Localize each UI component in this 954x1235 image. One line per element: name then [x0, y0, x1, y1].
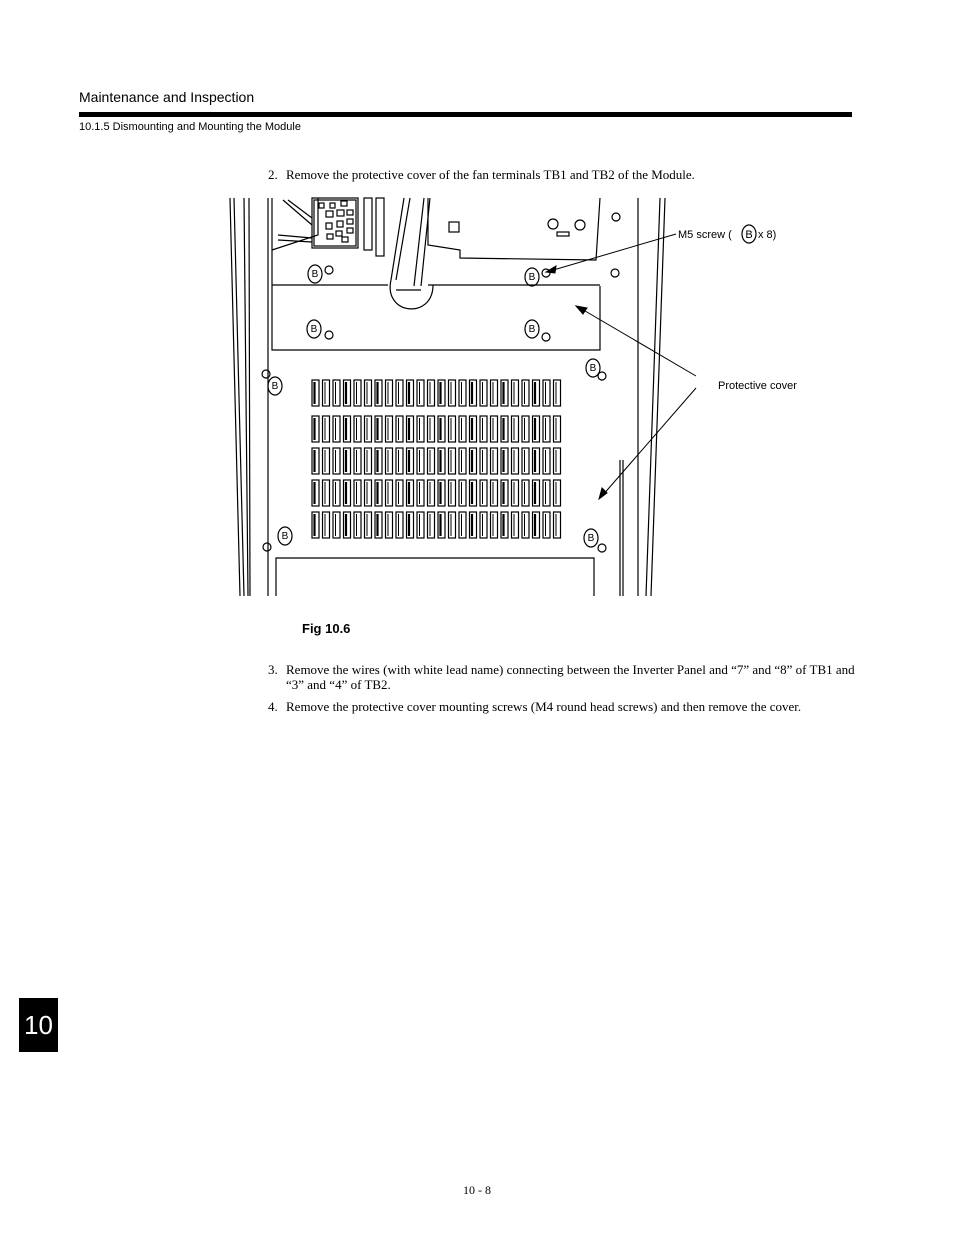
- louver-slot: [554, 380, 561, 406]
- louver-slot: [480, 512, 487, 538]
- louver-slot: [323, 380, 330, 406]
- louver-slot: [354, 480, 361, 506]
- marker-b: B: [281, 531, 289, 542]
- marker-b: B: [311, 269, 319, 280]
- step-3: [268, 662, 858, 692]
- step-number: 2.: [268, 167, 278, 182]
- louver-slot: [365, 380, 372, 406]
- louver-slot: [554, 480, 561, 506]
- louver-slot: [480, 480, 487, 506]
- louver-slot: [512, 448, 519, 474]
- screw-icon: [542, 333, 550, 341]
- louver-slot: [323, 448, 330, 474]
- louver-slot: [333, 380, 340, 406]
- louver-slot: [449, 380, 456, 406]
- louver-slot: [522, 480, 529, 506]
- louver-slot: [522, 416, 529, 442]
- louver-slot: [333, 512, 340, 538]
- louver-slot: [459, 416, 466, 442]
- step-number: 3.: [268, 662, 278, 677]
- step-text: Remove the protective cover of the fan terminals TB1 and TB2 of the Module.: [286, 167, 695, 182]
- marker-b: B: [271, 381, 279, 392]
- louver-slot: [543, 380, 550, 406]
- louver-slot: [480, 380, 487, 406]
- louver-slot: [354, 380, 361, 406]
- louver-slot: [512, 480, 519, 506]
- louver-slot: [417, 512, 424, 538]
- louver-slot: [459, 480, 466, 506]
- louver-slot: [365, 416, 372, 442]
- louver-slot: [386, 480, 393, 506]
- screw-icon: [325, 331, 333, 339]
- chapter-tab: 10: [19, 998, 58, 1052]
- louver-slot: [396, 380, 403, 406]
- louver-slot: [386, 512, 393, 538]
- louver-slot: [428, 480, 435, 506]
- step-4: [268, 699, 858, 714]
- marker-b: B: [589, 363, 597, 374]
- screw-icon: [598, 544, 606, 552]
- louver-slot: [417, 416, 424, 442]
- louver-slot: [449, 416, 456, 442]
- louver-slot: [512, 380, 519, 406]
- louver-slot: [354, 448, 361, 474]
- louver-slot: [428, 380, 435, 406]
- louver-slot: [333, 416, 340, 442]
- louver-slot: [386, 448, 393, 474]
- louver-slot: [323, 480, 330, 506]
- screw-label: M5 screw (: [678, 229, 732, 241]
- louver-slot: [386, 380, 393, 406]
- louver-slot: [333, 480, 340, 506]
- step-2: [268, 167, 858, 182]
- cover-label: Protective cover: [718, 380, 797, 392]
- page-number: 10 - 8: [463, 1183, 491, 1197]
- louver-slot: [480, 416, 487, 442]
- louver-slot: [428, 448, 435, 474]
- louver-slot: [491, 380, 498, 406]
- louver-slot: [543, 480, 550, 506]
- louver-slot: [480, 448, 487, 474]
- louver-slot: [354, 512, 361, 538]
- louver-slot: [543, 448, 550, 474]
- louver-slot: [428, 512, 435, 538]
- screw-icon: [262, 370, 270, 378]
- louver-slot: [396, 512, 403, 538]
- marker-b: B: [310, 324, 318, 335]
- louver-slot: [365, 480, 372, 506]
- marker-b: B: [528, 272, 536, 283]
- louver-slot: [365, 512, 372, 538]
- marker-b: B: [528, 324, 536, 335]
- louver-slot: [522, 380, 529, 406]
- louver-slot: [459, 512, 466, 538]
- louver-slot: [543, 416, 550, 442]
- lower-plate: [276, 558, 594, 596]
- louver-slot: [554, 512, 561, 538]
- louver-slot: [554, 448, 561, 474]
- louver-slot: [491, 416, 498, 442]
- louver-slot: [323, 512, 330, 538]
- header-rule: [79, 112, 852, 117]
- screw-label-count: x 8): [758, 229, 777, 241]
- louver-slot: [449, 448, 456, 474]
- louver-slot: [365, 448, 372, 474]
- louver-slot: [354, 416, 361, 442]
- step-text: Remove the protective cover mounting screws (M4 round head screws) and then remove the cover.: [286, 699, 802, 714]
- louver-slot: [428, 416, 435, 442]
- louver-slot: [417, 448, 424, 474]
- section-title: Maintenance and Inspection: [79, 89, 255, 105]
- louver-slot: [449, 480, 456, 506]
- screw-icon: [612, 213, 620, 221]
- module-diagram: [228, 190, 828, 605]
- louver-slot: [491, 448, 498, 474]
- louver-slot: [396, 448, 403, 474]
- louver-slot: [491, 512, 498, 538]
- louver-slot: [554, 416, 561, 442]
- screw-icon: [611, 269, 619, 277]
- marker-b: B: [587, 533, 595, 544]
- louver-slot: [512, 512, 519, 538]
- louver-slot: [543, 512, 550, 538]
- screw-label-symbol: B: [745, 229, 753, 241]
- step-number: 4.: [268, 699, 278, 714]
- ventilation-louvers: [312, 380, 561, 538]
- louver-slot: [512, 416, 519, 442]
- louver-slot: [396, 480, 403, 506]
- louver-slot: [417, 380, 424, 406]
- louver-slot: [323, 416, 330, 442]
- step-text: Remove the wires (with white lead name) connecting between the Inverter Panel and “7” and “8” of TB1 and “3” and “4” of TB2.: [286, 662, 855, 692]
- louver-slot: [386, 416, 393, 442]
- louver-slot: [522, 512, 529, 538]
- cable-bundle: [390, 198, 433, 309]
- figure-caption: Fig 10.6: [302, 621, 351, 636]
- louver-slot: [522, 448, 529, 474]
- louver-slot: [396, 416, 403, 442]
- louver-slot: [491, 480, 498, 506]
- louver-slot: [333, 448, 340, 474]
- screw-icon: [325, 266, 333, 274]
- screw-icon: [263, 543, 271, 551]
- louver-slot: [459, 448, 466, 474]
- louver-slot: [459, 380, 466, 406]
- louver-slot: [449, 512, 456, 538]
- subsection-title: 10.1.5 Dismounting and Mounting the Module: [79, 121, 301, 133]
- louver-slot: [417, 480, 424, 506]
